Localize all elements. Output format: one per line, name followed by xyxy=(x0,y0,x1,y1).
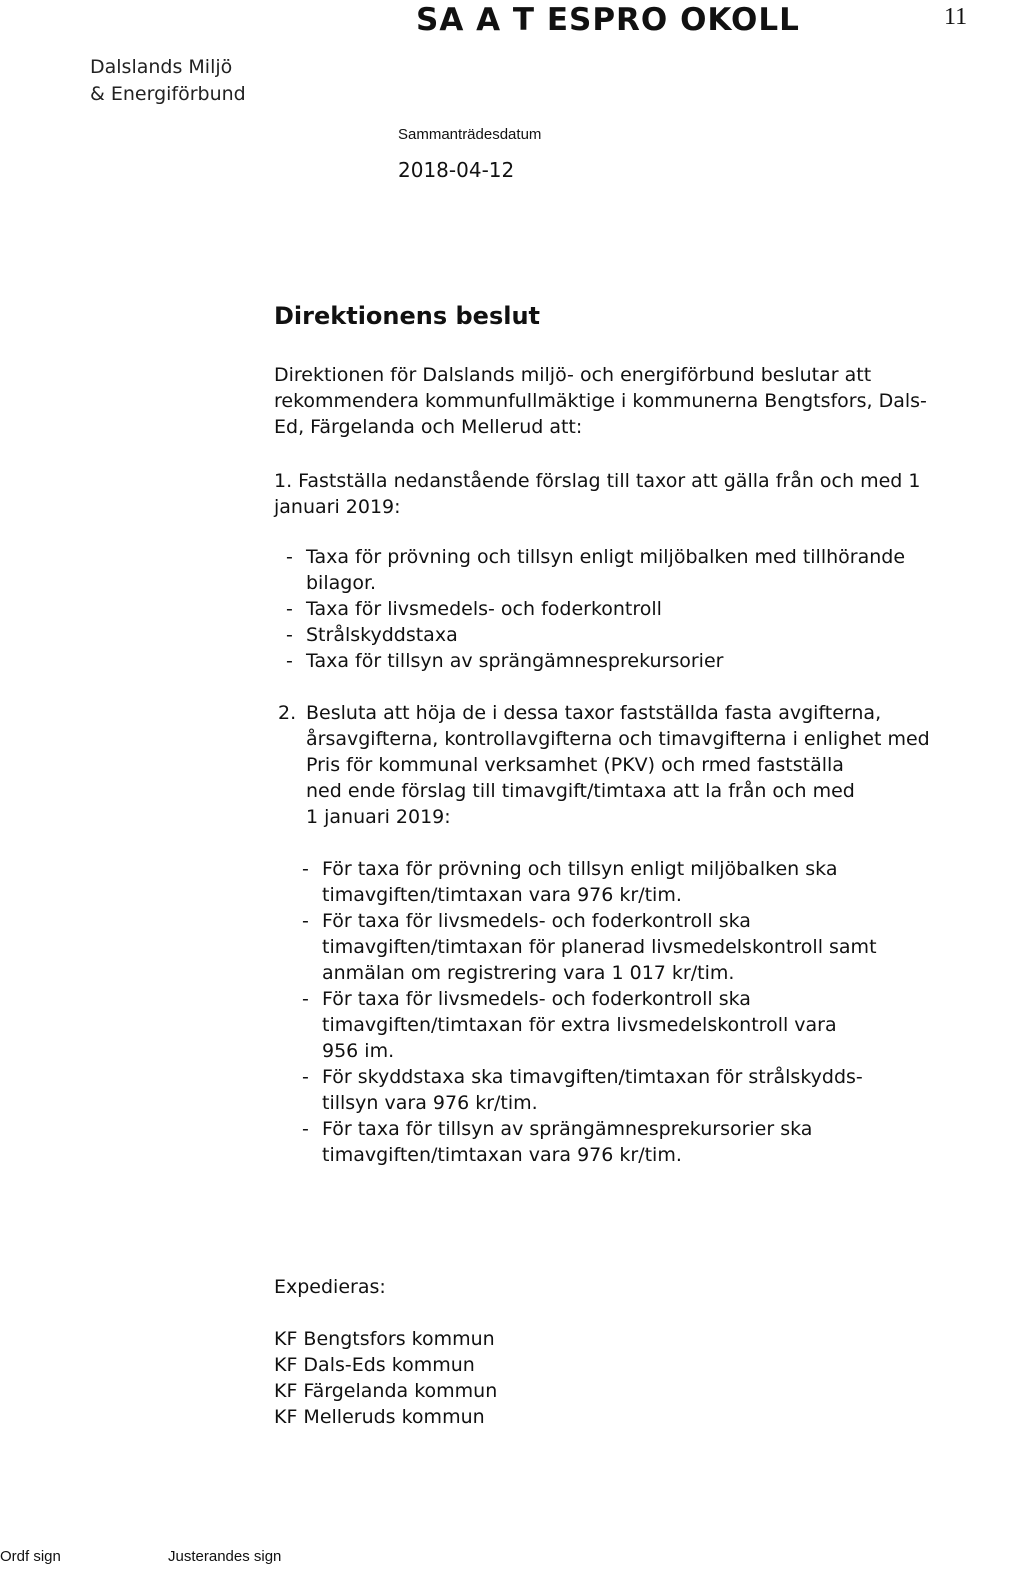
expedieras-heading: Expedieras: xyxy=(274,1276,386,1298)
text-line: januari 2019: xyxy=(274,496,401,518)
text-line: För taxa för prövning och tillsyn enligt miljöbalken ska xyxy=(322,858,838,880)
list-item xyxy=(286,648,905,674)
recipient: KF Bengtsfors kommun xyxy=(274,1328,495,1350)
bullet-dash: - xyxy=(302,1118,309,1140)
text-line: ned ende förslag till timavgift/timtaxa att la från och med xyxy=(306,780,855,802)
list-item xyxy=(286,622,905,648)
recipient: KF Dals-Eds kommun xyxy=(274,1354,475,1376)
text-line: timavgiften/timtaxan för extra livsmedelskontroll vara xyxy=(322,1014,837,1036)
text-line: årsavgifterna, kontrollavgifterna och timavgifterna i enlighet med xyxy=(306,728,930,750)
bullet-dash: - xyxy=(286,546,293,568)
recipient: KF Melleruds kommun xyxy=(274,1406,485,1428)
recipient-list xyxy=(274,1326,497,1430)
text-line: tillsyn vara 976 kr/tim. xyxy=(322,1092,538,1114)
recipient: KF Färgelanda kommun xyxy=(274,1380,498,1402)
decision-item-1 xyxy=(274,468,920,520)
text-line: För taxa för livsmedels- och foderkontroll ska xyxy=(322,988,751,1010)
text-line: rekommendera kommunfullmäktige i kommunerna Bengtsfors, Dals- xyxy=(274,390,927,412)
intro-paragraph xyxy=(274,362,927,440)
text-line: För taxa för tillsyn av sprängämnesprekursorier ska xyxy=(322,1118,813,1140)
text-line: anmälan om registrering vara 1 017 kr/tim. xyxy=(322,962,735,984)
text-line: bilagor. xyxy=(306,572,377,594)
item-number: 2. xyxy=(278,702,297,724)
organization-line: Dalslands Miljö xyxy=(90,56,233,78)
text-line: Taxa för livsmedels- och foderkontroll xyxy=(306,598,662,620)
organization-line: & Energiförbund xyxy=(90,83,246,105)
list-item xyxy=(302,986,877,1064)
list-item xyxy=(302,908,877,986)
text-line: 1. Fastställa nedanstående förslag till taxor att gälla från och med 1 xyxy=(274,470,921,492)
list-item xyxy=(302,1116,877,1168)
text-line: För taxa för livsmedels- och foderkontroll ska xyxy=(322,910,751,932)
text-line: timavgiften/timtaxan vara 976 kr/tim. xyxy=(322,1144,682,1166)
justerandes-sign-label: Justerandes sign xyxy=(168,1548,282,1565)
bullet-dash: - xyxy=(302,910,309,932)
tariff-list xyxy=(286,544,905,674)
text-line: Besluta att höja de i dessa taxor fastställda fasta avgifterna, xyxy=(306,702,882,724)
organization-name xyxy=(90,54,246,108)
text-line: Direktionen för Dalslands miljö- och energiförbund beslutar att xyxy=(274,364,872,386)
text-line: Ed, Färgelanda och Mellerud att: xyxy=(274,416,583,438)
page-number: 11 xyxy=(944,4,968,30)
ordf-sign-label: Ordf sign xyxy=(0,1548,61,1565)
list-item xyxy=(302,856,877,908)
list-item xyxy=(286,544,905,596)
meeting-date: 2018-04-12 xyxy=(398,158,515,182)
list-item xyxy=(302,1064,877,1116)
section-heading: Direktionens beslut xyxy=(274,302,541,330)
bullet-dash: - xyxy=(302,858,309,880)
text-line: 956 im. xyxy=(322,1040,395,1062)
item-text xyxy=(306,700,930,830)
text-line: timavgiften/timtaxan för planerad livsmedelskontroll samt xyxy=(322,936,877,958)
text-line: Taxa för prövning och tillsyn enligt miljöbalken med tillhörande xyxy=(306,546,906,568)
text-line: Pris för kommunal verksamhet (PKV) och rmed fastställa xyxy=(306,754,844,776)
text-line: Strålskyddstaxa xyxy=(306,624,458,646)
list-item xyxy=(286,596,905,622)
bullet-dash: - xyxy=(286,598,293,620)
date-label: Sammanträdesdatum xyxy=(398,126,542,143)
text-line: 1 januari 2019: xyxy=(306,806,451,828)
text-line: För skyddstaxa ska timavgiften/timtaxan för strålskydds- xyxy=(322,1066,863,1088)
bullet-dash: - xyxy=(286,650,293,672)
hourly-rate-list xyxy=(302,856,877,1168)
text-line: Taxa för tillsyn av sprängämnesprekursorier xyxy=(306,650,724,672)
bullet-dash: - xyxy=(302,1066,309,1088)
text-line: timavgiften/timtaxan vara 976 kr/tim. xyxy=(322,884,682,906)
bullet-dash: - xyxy=(286,624,293,646)
document-title: SA A T ESPRO OKOLL xyxy=(416,2,800,38)
bullet-dash: - xyxy=(302,988,309,1010)
